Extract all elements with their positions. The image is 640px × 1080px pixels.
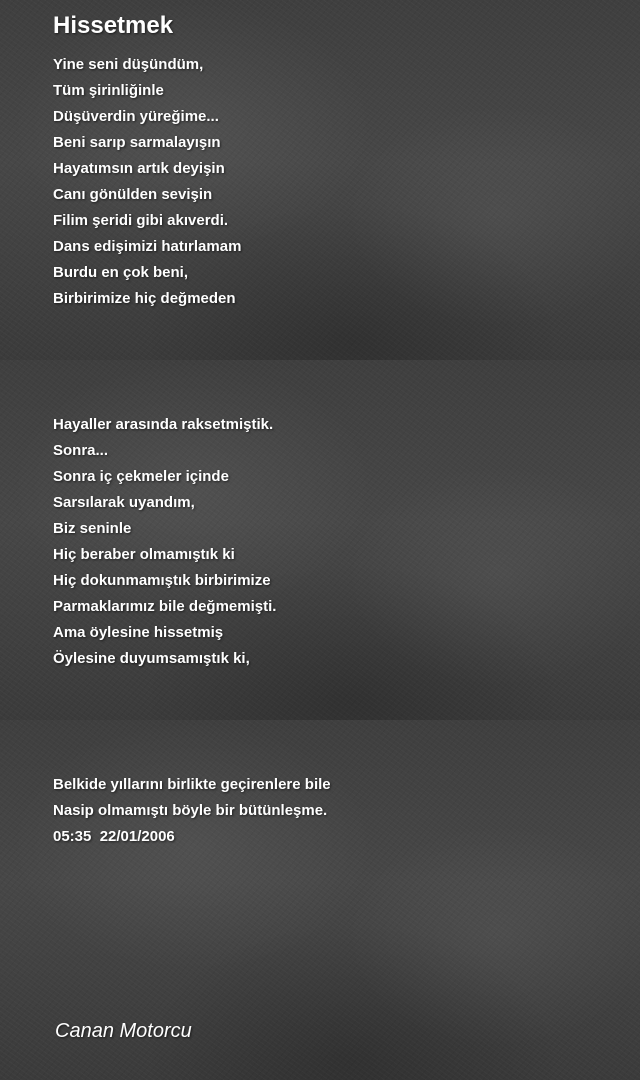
poem-panel-3 <box>0 720 640 1080</box>
poem-title: Hissetmek <box>53 12 174 39</box>
poem-line: Sarsılarak uyandım, <box>53 494 195 511</box>
poem-line: Sonra iç çekmeler içinde <box>53 468 229 485</box>
poem-line: Yine seni düşündüm, <box>53 56 204 73</box>
poem-line: Hiç beraber olmamıştık ki <box>53 546 235 563</box>
poem-panel-2 <box>0 360 640 720</box>
poem-line: Ama öylesine hissetmiş <box>53 624 224 641</box>
poem-line: Dans edişimizi hatırlamam <box>53 238 242 255</box>
poem-line: Parmaklarımız bile değmemişti. <box>53 598 277 615</box>
poem-line: Biz seninle <box>53 520 132 537</box>
stanza-3 <box>53 772 331 850</box>
poem-line: Sonra... <box>53 442 109 459</box>
poem-line: Düşüverdin yüreğime... <box>53 108 219 125</box>
poem-line: Belkide yıllarını birlikte geçirenlere bile <box>53 776 331 793</box>
poem-line: Öylesine duyumsamıştık ki, <box>53 650 250 667</box>
poem-line: Filim şeridi gibi akıverdi. <box>53 212 229 229</box>
poem-date: 05:35 22/01/2006 <box>53 828 175 845</box>
stanza-1 <box>53 52 241 312</box>
poem-line: Canı gönülden sevişin <box>53 186 213 203</box>
poem-line: Nasip olmamıştı böyle bir bütünleşme. <box>53 802 328 819</box>
poem-line: Beni sarıp sarmalayışın <box>53 134 221 151</box>
poem-line: Hayaller arasında raksetmiştik. <box>53 416 274 433</box>
poem-line: Tüm şirinliğinle <box>53 82 164 99</box>
poem-line: Hayatımsın artık deyişin <box>53 160 225 177</box>
stanza-2 <box>53 412 276 672</box>
poem-line: Hiç dokunmamıştık birbirimize <box>53 572 271 589</box>
poem-panel-1 <box>0 0 640 360</box>
poem-line: Birbirimize hiç değmeden <box>53 290 236 307</box>
poem-line: Burdu en çok beni, <box>53 264 189 281</box>
poem-author: Canan Motorcu <box>55 1020 192 1042</box>
